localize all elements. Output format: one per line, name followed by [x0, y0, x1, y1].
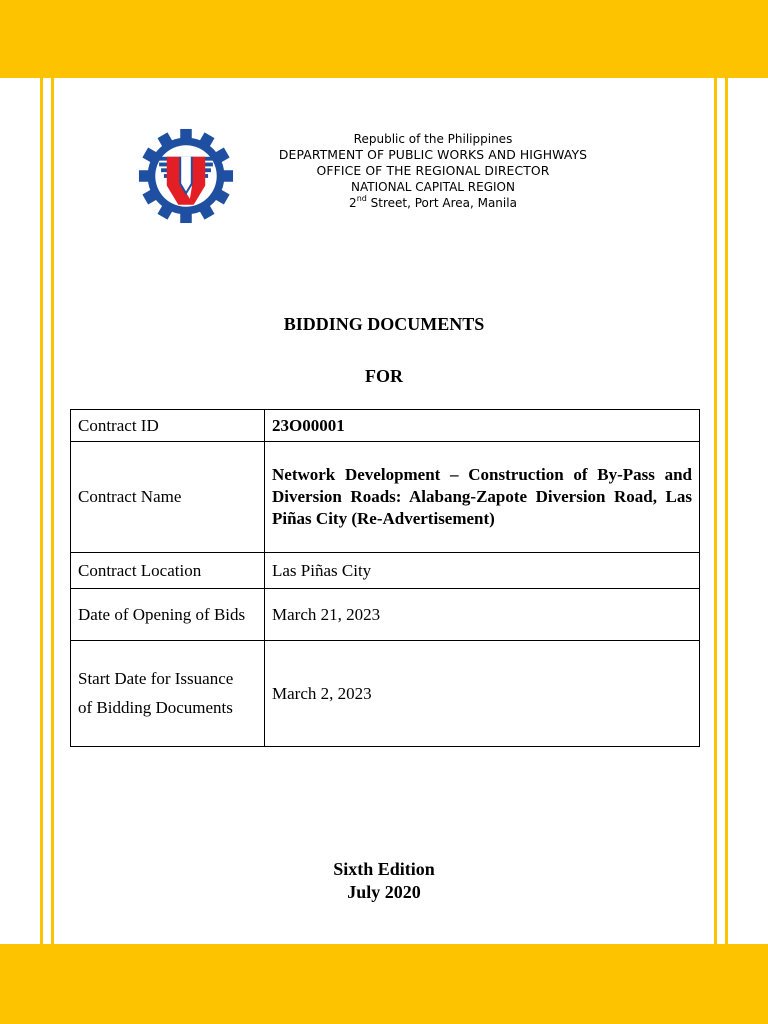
address-ordinal: nd — [356, 194, 367, 203]
contract-name-label: Contract Name — [71, 442, 265, 553]
table-row — [71, 442, 700, 553]
issuance-label-line-1: Start Date for Issuance — [78, 669, 234, 688]
header-office: OFFICE OF THE REGIONAL DIRECTOR — [316, 163, 550, 178]
contract-location-label: Contract Location — [71, 553, 265, 589]
contract-details-table — [70, 409, 700, 747]
document-title: BIDDING DOCUMENTS — [283, 314, 485, 334]
right-border-line-inner — [714, 78, 717, 944]
address-street: Street, Port Area, Manila — [366, 196, 517, 210]
agency-header — [250, 131, 616, 211]
edition-block — [0, 858, 768, 904]
contract-location-value: Las Piñas City — [265, 553, 700, 589]
table-row — [71, 410, 700, 442]
issuance-date-value: March 2, 2023 — [265, 641, 700, 747]
header-address — [250, 195, 616, 211]
right-border-line — [725, 78, 728, 944]
document-subtitle: FOR — [365, 366, 403, 386]
dpwh-logo — [138, 128, 234, 224]
contract-id-value: 23O00001 — [265, 410, 700, 442]
opening-date-label: Date of Opening of Bids — [71, 589, 265, 641]
opening-date-value: March 21, 2023 — [265, 589, 700, 641]
header-republic: Republic of the Philippines — [353, 132, 513, 146]
address-number: 2 — [349, 196, 357, 210]
contract-id-label: Contract ID — [71, 410, 265, 442]
table-row — [71, 589, 700, 641]
left-border-line-inner — [51, 78, 54, 944]
edition-label: Sixth Edition — [333, 859, 435, 879]
issuance-label-line-2: of Bidding Documents — [78, 698, 233, 717]
header-region: NATIONAL CAPITAL REGION — [351, 180, 515, 194]
header-department: DEPARTMENT OF PUBLIC WORKS AND HIGHWAYS — [278, 147, 588, 162]
top-yellow-band — [0, 0, 768, 78]
contract-name-value: Network Development – Construction of By-Pass and Diversion Roads: Alabang-Zapote Diversion Road, Las Piñas City (Re-Advertisement) — [265, 442, 700, 553]
table-row — [71, 553, 700, 589]
table-row — [71, 641, 700, 747]
bottom-yellow-band — [0, 944, 768, 1024]
issuance-date-label — [71, 641, 265, 747]
left-border-line — [40, 78, 43, 944]
edition-date: July 2020 — [347, 882, 421, 902]
